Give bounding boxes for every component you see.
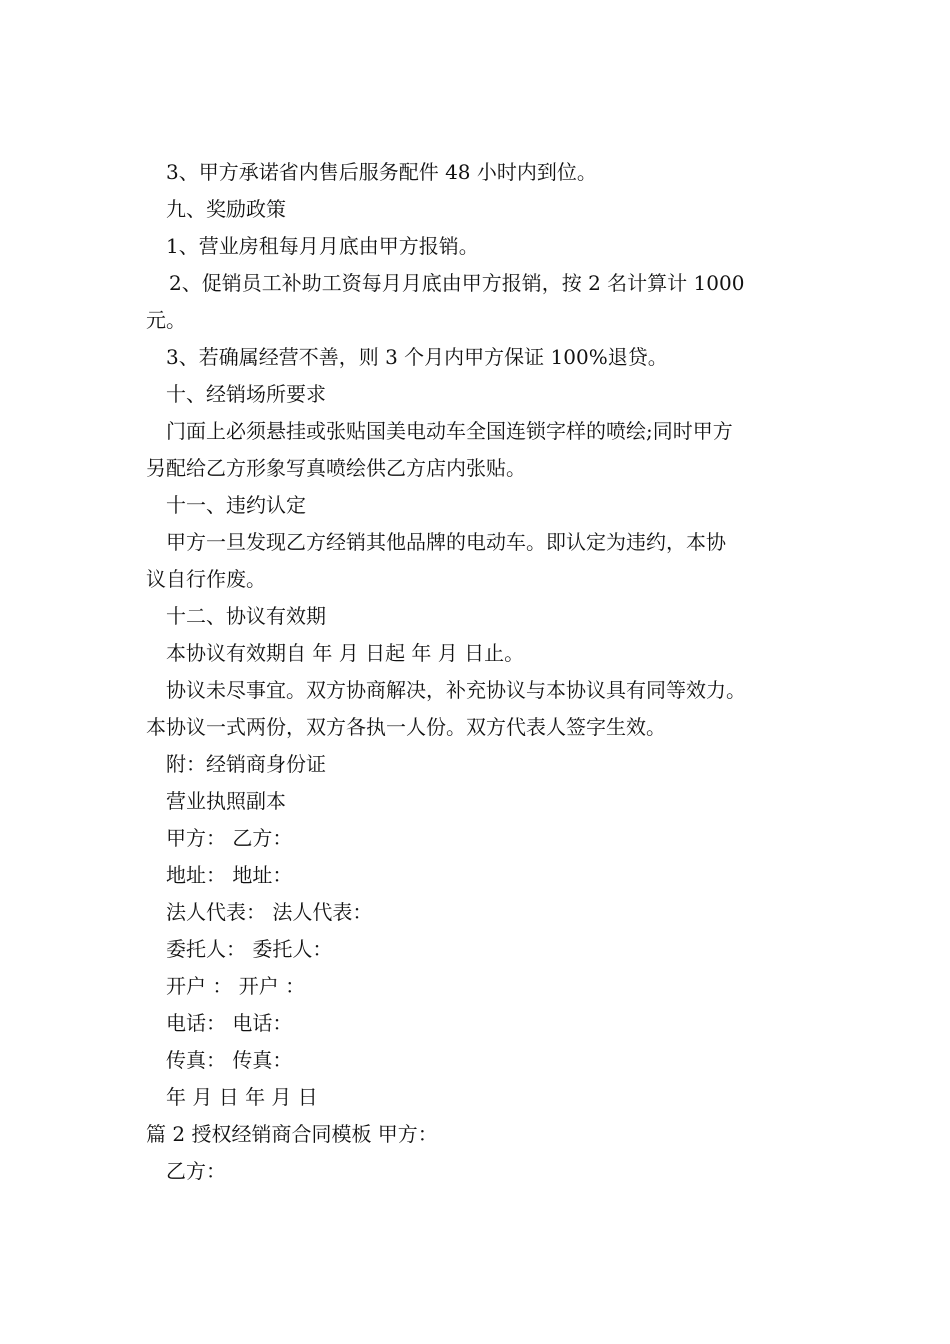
signature-fax: 传真： 传真： bbox=[166, 1048, 293, 1072]
signature-bank-account: 开户 ： 开户 ： bbox=[166, 974, 306, 998]
document-body bbox=[146, 154, 816, 1190]
validity-period: 本协议有效期自 年 月 日起 年 月 日止。 bbox=[166, 641, 525, 665]
signature-address: 地址： 地址： bbox=[166, 863, 293, 887]
supplement-paragraph-continued: 本协议一式两份，双方各执一人份。双方代表人签字生效。 bbox=[146, 715, 666, 739]
clause-9-item-1: 1、营业房租每月月底由甲方报销。 bbox=[166, 234, 479, 258]
section-heading-breach: 十一、违约认定 bbox=[166, 493, 306, 517]
supplement-paragraph: 协议未尽事宜。双方协商解决，补充协议与本协议具有同等效力。 bbox=[166, 678, 746, 702]
next-template-party-b: 乙方： bbox=[166, 1159, 226, 1183]
signature-phone: 电话： 电话： bbox=[166, 1011, 293, 1035]
attachment-id-card: 附：经销商身份证 bbox=[166, 752, 326, 776]
signature-date: 年 月 日 年 月 日 bbox=[166, 1085, 318, 1109]
next-template-heading: 篇 2 授权经销商合同模板 甲方： bbox=[146, 1122, 438, 1146]
section-heading-venue: 十、经销场所要求 bbox=[166, 382, 326, 406]
section-heading-validity: 十二、协议有效期 bbox=[166, 604, 326, 628]
clause-8-item-3: 3、甲方承诺省内售后服务配件 48 小时内到位。 bbox=[166, 160, 597, 184]
breach-paragraph-continued: 议自行作废。 bbox=[146, 567, 266, 591]
signature-agent: 委托人： 委托人： bbox=[166, 937, 333, 961]
breach-paragraph: 甲方一旦发现乙方经销其他品牌的电动车。即认定为违约，本协 bbox=[166, 530, 726, 554]
clause-9-item-2: 2、促销员工补助工资每月月底由甲方报销，按 2 名计算计 1000 bbox=[169, 271, 745, 295]
venue-paragraph-continued: 另配给乙方形象写真喷绘供乙方店内张贴。 bbox=[146, 456, 526, 480]
clause-9-item-2-continued: 元。 bbox=[146, 308, 186, 332]
clause-9-item-3: 3、若确属经营不善，则 3 个月内甲方保证 100%退贷。 bbox=[166, 345, 668, 369]
venue-paragraph: 门面上必须悬挂或张贴国美电动车全国连锁字样的喷绘;同时甲方 bbox=[166, 419, 733, 443]
attachment-business-license: 营业执照副本 bbox=[166, 789, 286, 813]
signature-party-labels: 甲方： 乙方： bbox=[166, 826, 293, 850]
section-heading-rewards: 九、奖励政策 bbox=[166, 197, 286, 221]
signature-legal-rep: 法人代表： 法人代表： bbox=[166, 900, 373, 924]
